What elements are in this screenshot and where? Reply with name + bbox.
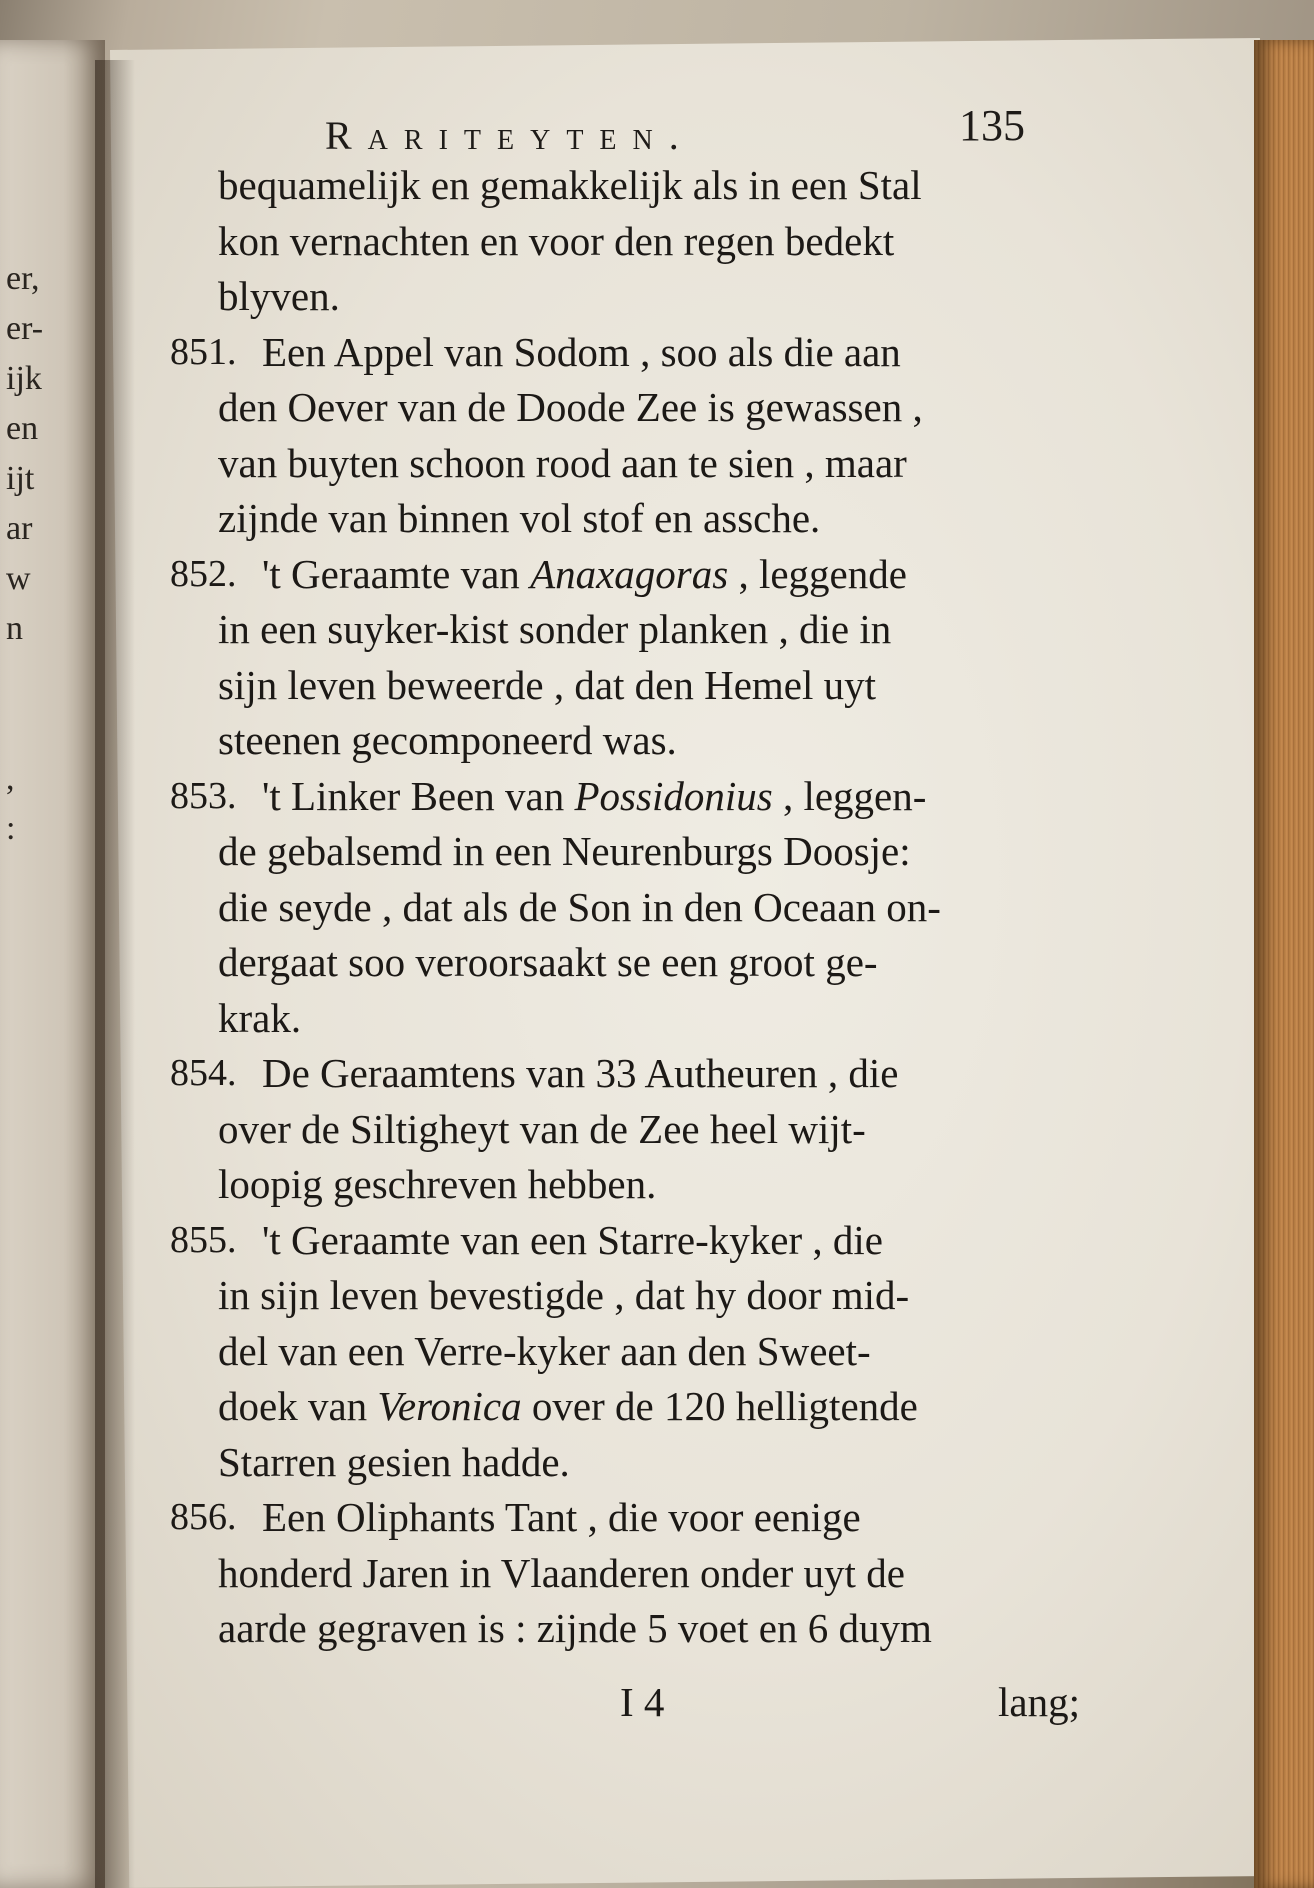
entry-853: [170, 769, 1070, 825]
text-line: Een Appel van Sodom , soo als die aan: [262, 328, 901, 375]
text-line: loopig geschreven hebben.: [218, 1161, 657, 1207]
catchword: lang;: [998, 1679, 1080, 1725]
text-line: Starren gesien hadde.: [218, 1438, 570, 1485]
text-line: [262, 769, 926, 825]
text-line: honderd Jaren in Vlaanderen onder uyt de: [218, 1549, 905, 1596]
left-fragment: n: [6, 610, 23, 647]
text-line: krak.: [218, 994, 302, 1041]
gutter-shadow: [95, 60, 135, 1888]
text-line: De Geraamtens van 33 Autheuren , die: [262, 1050, 899, 1096]
text-line: [170, 1379, 1070, 1435]
text-line: in sijn leven bevestigde , dat hy door mid-: [218, 1272, 910, 1318]
text-line: in een suyker-kist sonder planken , die in: [218, 606, 892, 652]
text-line: dergaat soo veroorsaakt se een groot ge-: [218, 939, 878, 985]
left-fragment: en: [6, 410, 39, 447]
entry-number: 853.: [170, 774, 237, 817]
text-span: 't Geraamte van: [262, 550, 531, 597]
italic-name: Veronica: [377, 1383, 522, 1429]
left-page-text-fragments: [6, 254, 96, 854]
entry-854: [170, 1046, 1070, 1102]
left-fragment: ar: [6, 510, 33, 547]
text-line: steenen gecomponeerd was.: [218, 717, 677, 763]
entry-number: 851.: [170, 330, 237, 373]
left-fragment: ijt: [6, 460, 35, 497]
left-fragment: ijk: [6, 360, 42, 397]
text-line: del van een Verre-kyker aan den Sweet-: [218, 1327, 871, 1374]
text-block: [170, 158, 1070, 1657]
text-line: bequamelijk en gemakkelijk als in een Stal: [218, 162, 922, 208]
text-line: zijnde van binnen vol stof en assche.: [218, 495, 821, 541]
left-fragment: [6, 704, 96, 754]
entry-851: [170, 325, 1070, 381]
entry-number: 855.: [170, 1218, 237, 1261]
text-line: 't Geraamte van een Starre-kyker , die: [262, 1216, 883, 1263]
entry-855: [170, 1213, 1070, 1269]
left-fragment: ,: [6, 760, 15, 797]
running-head: [215, 100, 1025, 156]
text-span: 't Linker Been van: [262, 772, 575, 819]
left-fragment: er-: [6, 310, 44, 347]
entry-number: 854.: [170, 1052, 237, 1094]
text-span: , leggende: [728, 550, 907, 597]
text-line: van buyten schoon rood aan te sien , maar: [218, 439, 907, 486]
text-line: die seyde , dat als de Son in den Oceaan on-: [218, 883, 941, 930]
left-fragment: w: [6, 560, 31, 597]
text-line: Een Oliphants Tant , die voor eenige: [262, 1494, 861, 1540]
text-span: over de 120 helligtende: [521, 1383, 918, 1429]
running-title: Rariteyten.: [325, 113, 695, 158]
entry-856: [170, 1490, 1070, 1546]
entry-number: 852.: [170, 552, 237, 595]
text-line: over de Siltigheyt van de Zee heel wijt-: [218, 1105, 866, 1152]
text-line: de gebalsemd in een Neurenburgs Doosje:: [218, 828, 911, 874]
page-edges: [1254, 40, 1314, 1888]
left-fragment: er,: [6, 260, 40, 297]
text-line: kon vernachten en voor den regen bedekt: [218, 217, 895, 264]
italic-name: Anaxagoras: [530, 550, 729, 597]
signature-mark: I 4: [620, 1679, 665, 1725]
left-page: [0, 40, 105, 1888]
page-number: 135: [959, 101, 1025, 150]
text-line: sijn leven beweerde , dat den Hemel uyt: [218, 661, 877, 708]
text-line: aarde gegraven is : zijnde 5 voet en 6 duym: [218, 1605, 932, 1651]
entry-number: 856.: [170, 1496, 237, 1538]
text-span: , leggen-: [772, 772, 927, 819]
text-line: [262, 547, 907, 603]
entry-852: [170, 547, 1070, 603]
text-line: blyven.: [218, 273, 340, 319]
text-line: den Oever van de Doode Zee is gewassen ,: [218, 384, 923, 430]
italic-name: Possidonius: [574, 772, 773, 819]
page-footer: [620, 1678, 1140, 1730]
left-fragment: [6, 654, 96, 704]
text-span: doek van: [218, 1383, 378, 1429]
left-fragment: :: [6, 810, 16, 847]
